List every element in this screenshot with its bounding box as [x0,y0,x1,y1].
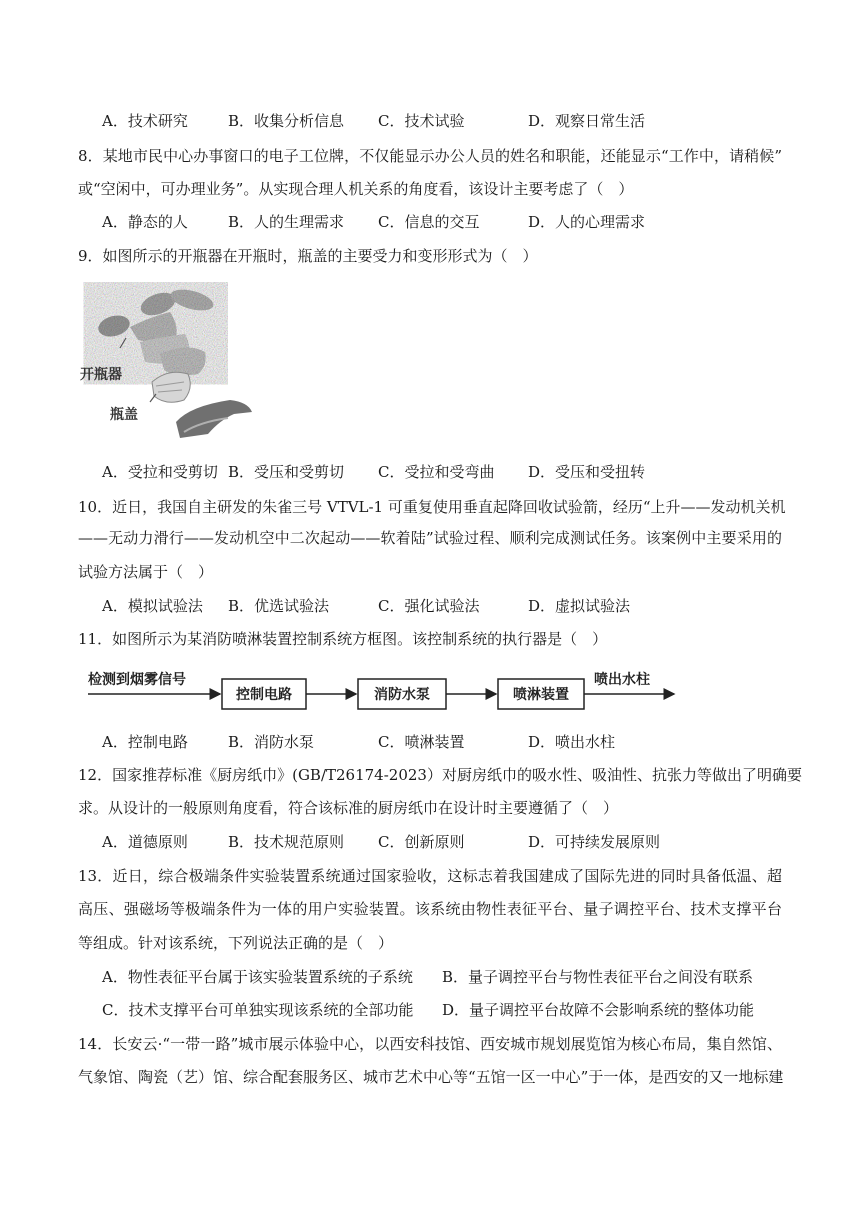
q7-option-d: D．观察日常生活 [528,112,646,130]
q13-option-c: C．技术支撑平台可单独实现该系统的全部功能 [102,1001,414,1019]
q8-option-b: B．人的生理需求 [228,213,345,231]
q9-option-c: C．受拉和受弯曲 [378,463,495,481]
q7-option-c: C．技术试验 [378,112,465,130]
diagram-output-label: 喷出水柱 [594,672,650,688]
q11-option-b: B．消防水泵 [228,733,315,751]
q12-option-c: C．创新原则 [378,833,465,851]
block-fire-pump-label: 消防水泵 [374,687,430,703]
bottle-cap-icon [152,372,190,402]
q13-option-b: B．量子调控平台与物性表征平台之间没有联系 [442,968,754,986]
bottle-opener-icon [96,286,216,376]
q8-stem-line1: 8．某地市民中心办事窗口的电子工位牌，不仅能显示办公人员的姓名和职能，还能显示“工作中，请稍候” [78,147,782,165]
control-system-block-diagram [88,668,688,716]
q14-stem-line1: 14．长安云·“一带一路”城市展示体验中心，以西安科技馆、西安城市规划展览馆为核心布局，集自然馆、 [78,1035,782,1053]
figure-label-opener: 开瓶器 [80,367,122,383]
q11-option-d: D．喷出水柱 [528,733,616,751]
q10-stem-line2: ——无动力滑行——发动机空中二次起动——软着陆”试验过程、顺利完成测试任务。该案例中主要采用的 [78,529,782,547]
bottle-icon [176,400,252,438]
q13-stem-line3: 等组成。针对该系统，下列说法正确的是（ ） [78,934,394,952]
q11-stem-line1: 11．如图所示为某消防喷淋装置控制系统方框图。该控制系统的执行器是（ ） [78,630,608,648]
cap-pointer-icon [150,394,156,402]
q12-option-a: A．道德原则 [102,833,188,851]
q11-option-a: A．控制电路 [102,733,188,751]
block-control-circuit-label: 控制电路 [236,687,292,703]
q8-option-a: A．静态的人 [102,213,188,231]
q13-stem-line2: 高压、强磁场等极端条件为一体的用户实验装置。该系统由物性表征平台、量子调控平台、技术支撑平台 [78,900,782,918]
q8-option-d: D．人的心理需求 [528,213,646,231]
figure-label-cap: 瓶盖 [110,407,138,423]
opener-pointer-icon [120,338,126,348]
q8-option-c: C．信息的交互 [378,213,480,231]
q10-option-b: B．优选试验法 [228,597,330,615]
q7-option-b: B．收集分析信息 [228,112,345,130]
q8-stem-line2: 或“空闲中，可办理业务”。从实现合理人机关系的角度看，该设计主要考虑了（ ） [78,180,634,198]
q13-option-d: D．量子调控平台故障不会影响系统的整体功能 [442,1001,755,1019]
q11-option-c: C．喷淋装置 [378,733,465,751]
q9-option-b: B．受压和受剪切 [228,463,345,481]
q10-option-d: D．虚拟试验法 [528,597,631,615]
q13-option-a: A．物性表征平台属于该实验装置系统的子系统 [102,968,413,986]
q9-option-a: A．受拉和受剪切 [102,463,218,481]
q10-option-c: C．强化试验法 [378,597,480,615]
q12-option-d: D．可持续发展原则 [528,833,661,851]
q14-stem-line2: 气象馆、陶瓷（艺）馆、综合配套服务区、城市艺术中心等“五馆一区一中心”于一体，是西安的又一地标建 [78,1068,784,1086]
q12-stem-line2: 求。从设计的一般原则角度看，符合该标准的厨房纸巾在设计时主要遵循了（ ） [78,799,619,817]
q12-stem-line1: 12．国家推荐标准《厨房纸巾》(GB/T26174-2023）对厨房纸巾的吸水性、吸油性、抗张力等做出了明确要 [78,766,802,784]
diagram-input-label: 检测到烟雾信号 [88,672,186,688]
q7-option-a: A．技术研究 [102,112,188,130]
q12-option-b: B．技术规范原则 [228,833,345,851]
q9-option-d: D．受压和受扭转 [528,463,646,481]
q10-option-a: A．模拟试验法 [102,597,203,615]
q13-stem-line1: 13．近日，综合极端条件实验装置系统通过国家验收，这标志着我国建成了国际先进的同时具备低温、超 [78,867,782,885]
q9-stem-line1: 9．如图所示的开瓶器在开瓶时，瓶盖的主要受力和变形形式为（ ） [78,247,538,265]
block-sprinkler-label: 喷淋装置 [513,687,569,703]
q10-stem-line1: 10．近日，我国自主研发的朱雀三号 VTVL-1 可重复使用垂直起降回收试验箭，经历“上升——发动机关机 [78,498,786,516]
q10-stem-line3: 试验方法属于（ ） [78,563,214,581]
